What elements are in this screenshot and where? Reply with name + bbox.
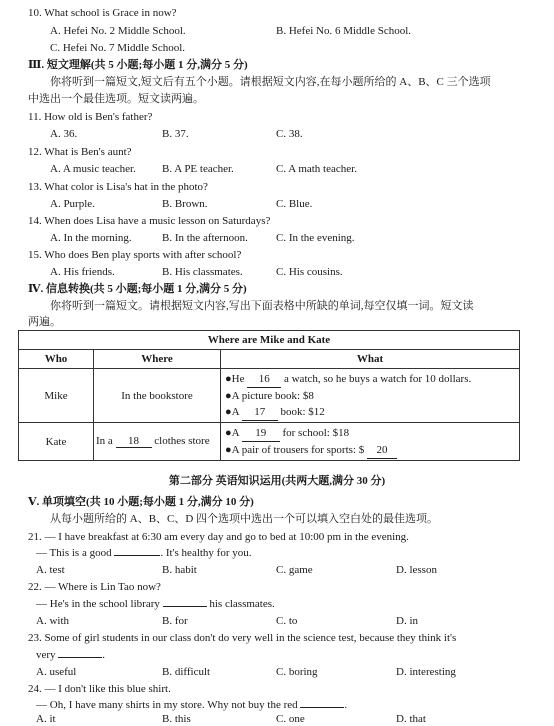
q23-option-b: B. difficult: [162, 666, 211, 678]
blank-19[interactable]: 19: [242, 425, 280, 442]
q21-line1: 21. — I have breakfast at 6:30 am every day and go to bed at 10:00 pm in the evening.: [28, 531, 409, 543]
section-3-instructions-2: 中选出一个最佳选项。短文读两遍。: [28, 93, 204, 105]
blank-17[interactable]: 17: [242, 404, 278, 421]
q24-line2-start: — Oh, I have many shirts in my store. Why not buy the red: [36, 699, 298, 711]
q23-line1: 23. Some of girl students in our class don't do very well in the science test, because they think it's: [28, 632, 457, 644]
q14-stem: 14. When does Lisa have a music lesson on Saturdays?: [28, 215, 271, 227]
kate-what: [221, 423, 520, 461]
column-header-what: What: [221, 350, 520, 369]
section-4-instructions-1: 你将听到一篇短文。请根据短文内容,写出下面表格中所缺的单词,每空仅填一词。短文读: [50, 300, 474, 312]
kate-what-line1-start: ●A: [225, 426, 239, 439]
q14-option-c: C. In the evening.: [276, 232, 355, 244]
table-row-mike: [19, 369, 520, 423]
q21-line2: [36, 546, 252, 560]
blank-18[interactable]: 18: [116, 435, 152, 448]
q24-option-a: A. it: [36, 713, 56, 725]
q22-option-a: A. with: [36, 615, 69, 627]
q24-option-d: D. that: [396, 713, 426, 725]
q24-line2-end: .: [344, 699, 348, 711]
q21-option-d: D. lesson: [396, 564, 437, 576]
q24-line1: 24. — I don't like this blue shirt.: [28, 683, 171, 695]
q23-line2-start: very: [36, 649, 56, 661]
kate-where: [94, 423, 221, 461]
kate-what-line1-end: for school: $18: [282, 426, 350, 439]
q22-line2: [36, 597, 275, 611]
q12-option-a: A. A music teacher.: [50, 163, 136, 175]
kate-where-start: In a: [96, 435, 113, 447]
q24-line2: [36, 698, 347, 712]
q15-option-a: A. His friends.: [50, 266, 115, 278]
q10-option-c: C. Hefei No. 7 Middle School.: [50, 42, 186, 54]
q21-option-a: A. test: [36, 564, 65, 576]
q14-option-b: B. In the afternoon.: [162, 232, 248, 244]
column-header-where: Where: [94, 350, 221, 369]
q24-blank[interactable]: [300, 707, 344, 708]
q14-option-a: A. In the morning.: [50, 232, 132, 244]
section-5-instructions: 从每小题所给的 A、B、C、D 四个选项中选出一个可以填入空白处的最佳选项。: [50, 513, 439, 525]
section-4-heading: Ⅳ. 信息转换(共 5 小题;每小题 1 分,满分 5 分): [28, 283, 247, 295]
mike-where: In the bookstore: [94, 369, 221, 423]
info-table: [18, 330, 520, 461]
q10-option-a: A. Hefei No. 2 Middle School.: [50, 25, 186, 37]
q23-line2: [36, 648, 105, 662]
q23-blank[interactable]: [58, 657, 102, 658]
blank-20[interactable]: 20: [367, 442, 397, 459]
q23-line2-end: .: [102, 649, 106, 661]
table-title: Where are Mike and Kate: [19, 331, 520, 350]
q22-option-b: B. for: [162, 615, 188, 627]
mike-who: Mike: [19, 369, 94, 423]
q21-option-b: B. habit: [162, 564, 197, 576]
q11-option-a: A. 36.: [50, 128, 78, 140]
q22-option-d: D. in: [396, 615, 418, 627]
q10-stem: 10. What school is Grace in now?: [28, 7, 177, 19]
q23-option-d: D. interesting: [396, 666, 456, 678]
q11-stem: 11. How old is Ben's father?: [28, 111, 153, 123]
q24-option-c: C. one: [276, 713, 305, 725]
q21-line2-start: — This is a good: [36, 547, 112, 559]
q21-blank[interactable]: [114, 555, 160, 556]
q13-option-a: A. Purple.: [50, 198, 95, 210]
q13-stem: 13. What color is Lisa's hat in the photo?: [28, 181, 208, 193]
kate-who: Kate: [19, 423, 94, 461]
q11-option-b: B. 37.: [162, 128, 189, 140]
kate-where-end: clothes store: [154, 435, 210, 447]
blank-16[interactable]: 16: [247, 371, 281, 388]
q22-line2-start: — He's in the school library: [36, 598, 160, 610]
q13-option-c: C. Blue.: [276, 198, 313, 210]
section-4-instructions-2: 两遍。: [28, 316, 61, 328]
q11-option-c: C. 38.: [276, 128, 303, 140]
section-5-heading: Ⅴ. 单项填空(共 10 小题;每小题 1 分,满分 10 分): [28, 496, 254, 508]
q22-blank[interactable]: [163, 606, 207, 607]
q21-line2-end: . It's healthy for you.: [160, 547, 252, 559]
q12-option-b: B. A PE teacher.: [162, 163, 234, 175]
q12-stem: 12. What is Ben's aunt?: [28, 146, 132, 158]
q24-option-b: B. this: [162, 713, 191, 725]
mike-what-line2: ●A picture book: $8: [225, 389, 314, 402]
mike-what-line1-start: ●He: [225, 372, 245, 385]
q15-option-b: B. His classmates.: [162, 266, 243, 278]
column-header-who: Who: [19, 350, 94, 369]
q13-option-b: B. Brown.: [162, 198, 208, 210]
mike-what-line3-start: ●A: [225, 405, 239, 418]
q23-option-c: C. boring: [276, 666, 318, 678]
q22-option-c: C. to: [276, 615, 298, 627]
q15-stem: 15. Who does Ben play sports with after school?: [28, 249, 242, 261]
q22-line2-end: his classmates.: [209, 598, 275, 610]
mike-what-line1-end: a watch, so he buys a watch for 10 dollars.: [283, 372, 472, 385]
section-3-heading: Ⅲ. 短文理解(共 5 小题;每小题 1 分,满分 5 分): [28, 59, 248, 71]
q22-line1: 22. — Where is Lin Tao now?: [28, 581, 161, 593]
section-3-instructions-1: 你将听到一篇短文,短文后有五个小题。请根据短文内容,在每小题所给的 A、B、C 三个选项: [50, 76, 491, 88]
q12-option-c: C. A math teacher.: [276, 163, 357, 175]
q23-option-a: A. useful: [36, 666, 77, 678]
kate-what-line2-start: ●A pair of trousers for sports: $: [225, 443, 365, 456]
q15-option-c: C. His cousins.: [276, 266, 343, 278]
q10-option-b: B. Hefei No. 6 Middle School.: [276, 25, 412, 37]
mike-what: [221, 369, 520, 423]
part-2-heading: 第二部分 英语知识运用(共两大题,满分 30 分): [168, 475, 386, 487]
mike-what-line3-end: book: $12: [280, 405, 325, 418]
q21-option-c: C. game: [276, 564, 313, 576]
table-row-kate: [19, 423, 520, 461]
